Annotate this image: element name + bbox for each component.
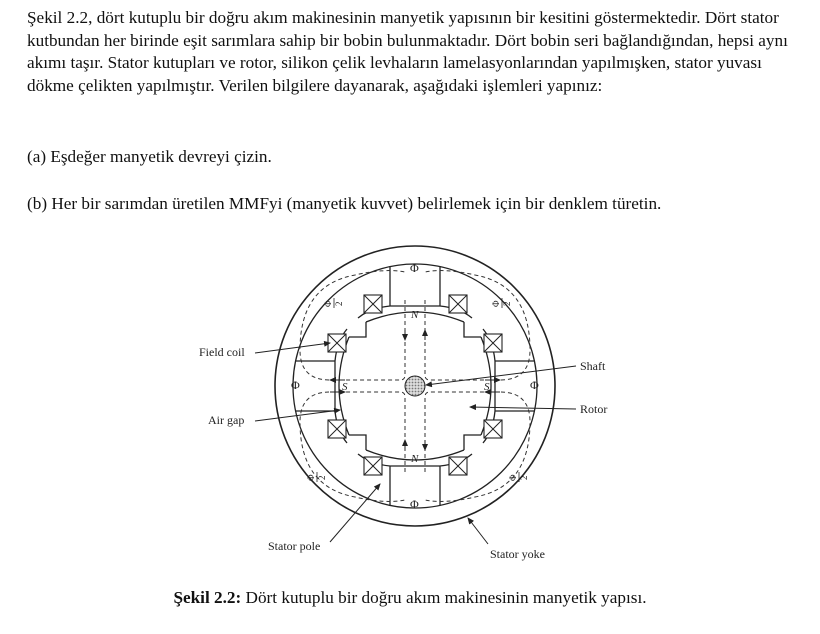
half-flux-bottom-left (306, 472, 327, 482)
stator-pole-label: Stator pole (268, 539, 321, 553)
flux-bottom: Φ (410, 497, 419, 511)
pole-right-label: S (484, 381, 490, 393)
pole-bottom-label: N (411, 453, 419, 465)
field-coil-leader (255, 343, 330, 353)
svg-text:Φ: Φ (323, 300, 333, 307)
problem-part-a: (a) Eşdeğer manyetik devreyi çizin. (27, 147, 272, 166)
pole-top-label: N (411, 309, 419, 321)
caption-text: Dört kutuplu bir doğru akım makinesinin manyetik yapısı. (241, 588, 647, 607)
field-coil-label: Field coil (199, 345, 245, 359)
flux-right: Φ (530, 378, 539, 392)
svg-text:Φ: Φ (491, 300, 501, 307)
flux-top: Φ (410, 261, 419, 275)
svg-text:2: 2 (317, 475, 327, 480)
svg-text:Φ: Φ (306, 474, 316, 481)
problem-intro: Şekil 2.2, dört kutuplu bir doğru akım makinesinin manyetik yapısının bir kesitini göstermektedir. Dört stator kutbundan her birinde eşit sarımlara sahip bir bobin bulunmaktadır. Dört bobin seri bağlandığından, hepsi aynı akımı taşır. Stator kutupları ve rotor, silikon çelik levhaların lamelasyonlarından yapılmışken, stator yuvası dökme çelikten yapılmıştır. Verilen bilgilere dayanarak, aşağıdaki işlemleri yapınız: (27, 8, 788, 95)
shaft-label: Shaft (580, 359, 606, 373)
svg-text:2: 2 (519, 475, 529, 480)
svg-text:2: 2 (502, 301, 512, 306)
rotor-label: Rotor (580, 402, 608, 416)
figure-caption (0, 588, 820, 608)
svg-text:Φ: Φ (508, 474, 518, 481)
caption-label: Şekil 2.2: (173, 588, 242, 607)
svg-text:2: 2 (334, 301, 344, 306)
stator-yoke-label: Stator yoke (490, 547, 545, 561)
shaft (405, 376, 425, 396)
half-flux-top-left (323, 298, 344, 308)
problem-part-b: (b) Her bir sarımdan üretilen MMFyi (manyetik kuvvet) belirlemek için bir denklem türetin. (27, 194, 662, 213)
stator-yoke-leader (468, 518, 488, 544)
pole-left-label: S (342, 381, 348, 393)
flux-left: Φ (291, 378, 300, 392)
half-flux-bottom-right (508, 472, 529, 482)
shaft-leader (426, 366, 576, 385)
rotor-leader (470, 407, 576, 409)
air-gap-label: Air gap (208, 413, 245, 427)
